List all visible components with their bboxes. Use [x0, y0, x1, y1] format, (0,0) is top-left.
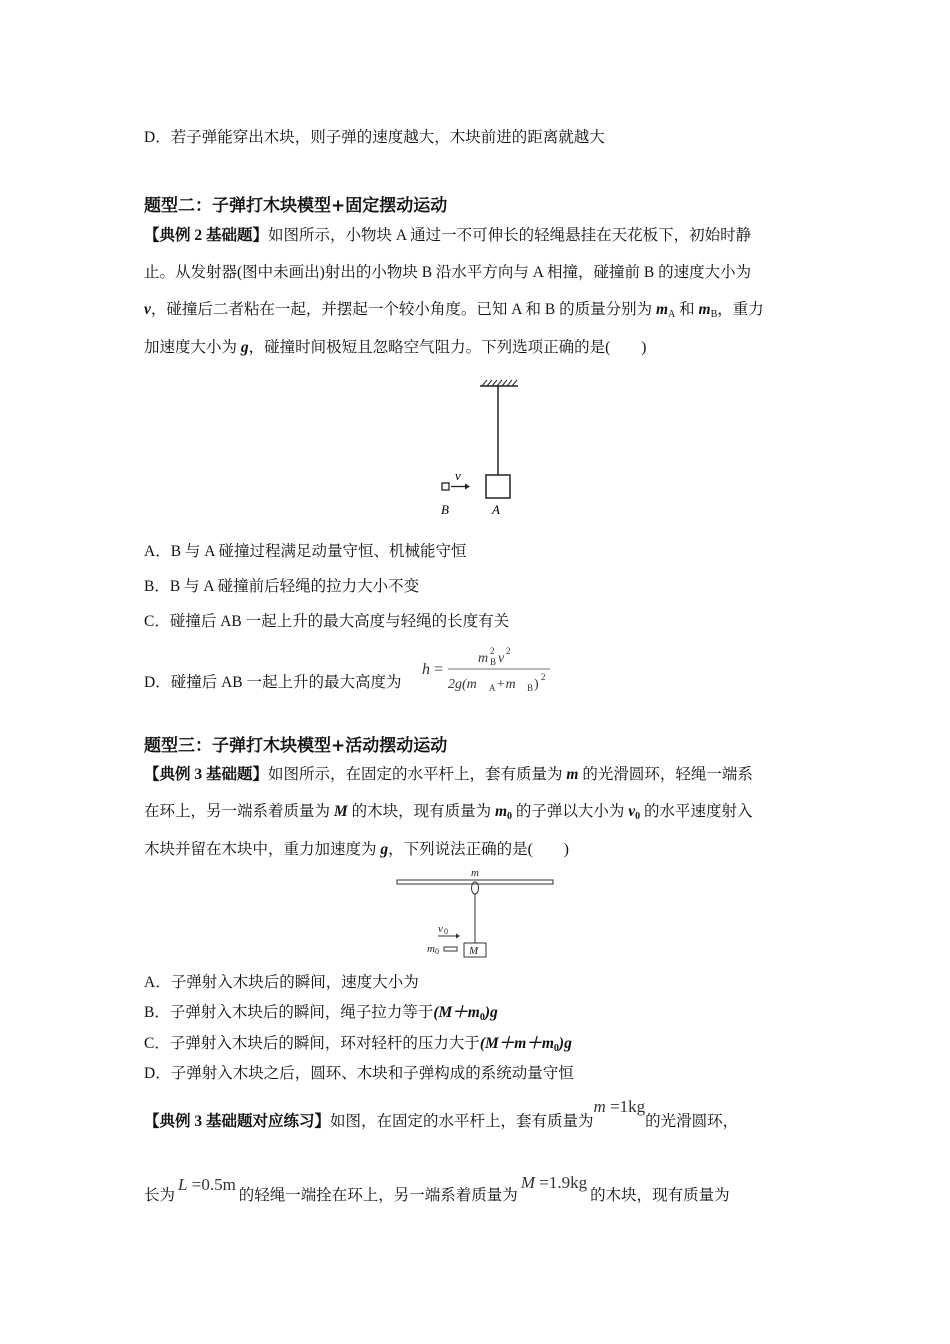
text: ，下列说法正确的是( ) — [388, 841, 569, 858]
label-m0: m — [427, 943, 435, 955]
expr: (M＋m — [433, 1004, 480, 1021]
example2-line2: 止。从发射器(图中未画出)射出的小物块 B 沿水平方向与 A 相撞，碰撞前 B 的速度大小为 — [144, 264, 752, 281]
example3-line2 — [144, 802, 753, 827]
text: 的水平速度射入 — [640, 803, 753, 820]
example2-text1: 如图所示，小物块 A 通过一不可伸长的轻绳悬挂在天花板下，初始时静 — [268, 227, 752, 244]
var-M: M — [333, 803, 348, 820]
expr: )g — [558, 1035, 572, 1052]
sub-b: B — [710, 309, 718, 320]
formula-h: h — [422, 661, 430, 678]
sub-0: 0 — [553, 1043, 559, 1054]
option2-d: D．碰撞后 AB 一起上升的最大高度为 — [144, 674, 402, 691]
formula-num-sub: B — [490, 657, 497, 667]
sub-a: A — [668, 309, 676, 320]
text: 的光滑圆环，轻绳一端系 — [578, 766, 753, 783]
text: C．子弹射入木块后的瞬间，环对轻杆的压力大于 — [144, 1035, 480, 1052]
sub-0: 0 — [507, 811, 513, 822]
text: 和 — [675, 301, 699, 318]
text: B．子弹射入木块后的瞬间，绳子拉力等于 — [144, 1004, 434, 1021]
var-g: g — [380, 841, 389, 858]
option2-c: C．碰撞后 AB 一起上升的最大高度与轻绳的长度有关 — [144, 613, 510, 630]
ring-rod-figure — [392, 866, 562, 966]
block-b — [442, 483, 449, 490]
text: 的子弹以大小为 — [512, 803, 629, 820]
text: 木块并留在木块中，重力加速度为 — [144, 841, 381, 858]
text: 加速度大小为 — [144, 339, 241, 356]
text: 在环上，另一端系着质量为 — [144, 803, 334, 820]
sub-0: 0 — [479, 1012, 485, 1023]
label-M: M — [469, 945, 479, 957]
formula-den-close: ) — [534, 677, 539, 692]
option3-a: A．子弹射入木块后的瞬间，速度大小为 — [144, 974, 419, 991]
length-L-expr — [178, 1175, 236, 1195]
formula-num-v: v — [498, 651, 505, 666]
value: =1.9kg — [539, 1173, 588, 1192]
formula-den-b: B — [527, 683, 534, 693]
section3-title: 题型三：子弹打木块模型+活动摆动运动 — [144, 736, 448, 756]
option2-b: B．B 与 A 碰撞前后轻绳的拉力大小不变 — [144, 578, 420, 595]
example3-line3 — [144, 840, 569, 860]
block-a — [486, 475, 510, 498]
label-v0: v — [438, 923, 443, 935]
var-g: g — [240, 339, 249, 356]
formula-num-sup: 2 — [490, 646, 495, 656]
height-formula — [420, 644, 560, 694]
label-m0-sub: 0 — [435, 947, 439, 956]
value: =1kg — [610, 1097, 646, 1116]
var-v0: v — [628, 803, 636, 820]
option3-b — [144, 1003, 498, 1028]
example3-line1 — [144, 765, 753, 785]
text: 长为 — [144, 1187, 176, 1204]
formula-den-plus: +m — [496, 677, 516, 692]
arrow-head — [456, 934, 460, 939]
text: 如图，在固定的水平杆上，套有质量为 — [330, 1113, 594, 1130]
option3-d: D．子弹射入木块之后，圆环、木块和子弹构成的系统动量守恒 — [144, 1065, 574, 1082]
var-m: m — [655, 301, 669, 318]
label-m: m — [471, 867, 479, 879]
value: =0.5m — [191, 1175, 236, 1194]
prev-option-d: D．若子弹能穿出木块，则子弹的速度越大，木块前进的距离就越大 — [144, 129, 605, 146]
option2-a: A．B 与 A 碰撞过程满足动量守恒、机械能守恒 — [144, 543, 467, 560]
practice-line2 — [144, 1173, 730, 1206]
var-m0: m — [494, 803, 508, 820]
expr: (M＋m＋m — [479, 1035, 554, 1052]
formula-num-m: m — [478, 651, 489, 666]
section2-title: 题型二：子弹打木块模型+固定摆动运动 — [144, 196, 448, 216]
label-b: B — [441, 502, 449, 517]
sub-0: 0 — [635, 811, 641, 822]
var-M: M — [520, 1173, 535, 1192]
var-v: v — [144, 301, 151, 318]
option3-c — [144, 1034, 572, 1059]
text: ，重力 — [717, 301, 764, 318]
example2-line4 — [144, 338, 646, 358]
formula-den: 2g(m — [448, 677, 477, 692]
var-m: m — [566, 766, 579, 783]
formula-den-a: A — [489, 683, 496, 693]
practice-line1 — [144, 1097, 739, 1132]
text: 的轻绳一端拴在环上，另一端系着质量为 — [238, 1187, 518, 1204]
label-v0-sub: 0 — [444, 927, 448, 936]
var-m: m — [593, 1097, 606, 1116]
var-m: m — [698, 301, 711, 318]
text: 的木块，现有质量为 — [347, 803, 495, 820]
formula-num-v-sup: 2 — [506, 646, 511, 656]
var-L: L — [178, 1175, 188, 1194]
formula-eq: = — [434, 661, 444, 678]
text: 如图所示，在固定的水平杆上，套有质量为 — [268, 766, 567, 783]
example2-tag: 【典例 2 基础题】 — [144, 227, 269, 244]
mass-M-expr — [521, 1173, 587, 1193]
example2-line1 — [144, 226, 751, 246]
text: ，碰撞后二者粘在一起，并摆起一个较小角度。已知 A 和 B 的质量分别为 — [150, 301, 656, 318]
practice-tag: 【典例 3 基础题对应练习】 — [144, 1113, 331, 1130]
label-a: A — [492, 502, 500, 517]
expr: )g — [484, 1004, 498, 1021]
formula-den-sup: 2 — [541, 672, 546, 682]
example3-tag: 【典例 3 基础题】 — [144, 766, 269, 783]
text: 的光滑圆环， — [645, 1113, 739, 1130]
bullet — [444, 947, 457, 951]
ceiling-hatch — [482, 380, 517, 386]
mass-m-expr — [594, 1097, 646, 1117]
example2-line3 — [144, 300, 764, 325]
text: ，碰撞时间极短且忽略空气阻力。下列选项正确的是( ) — [248, 339, 647, 356]
label-v: v — [455, 468, 461, 483]
text: 的木块，现有质量为 — [590, 1187, 730, 1204]
arrow-head — [465, 484, 470, 490]
pendulum-figure — [420, 376, 540, 521]
